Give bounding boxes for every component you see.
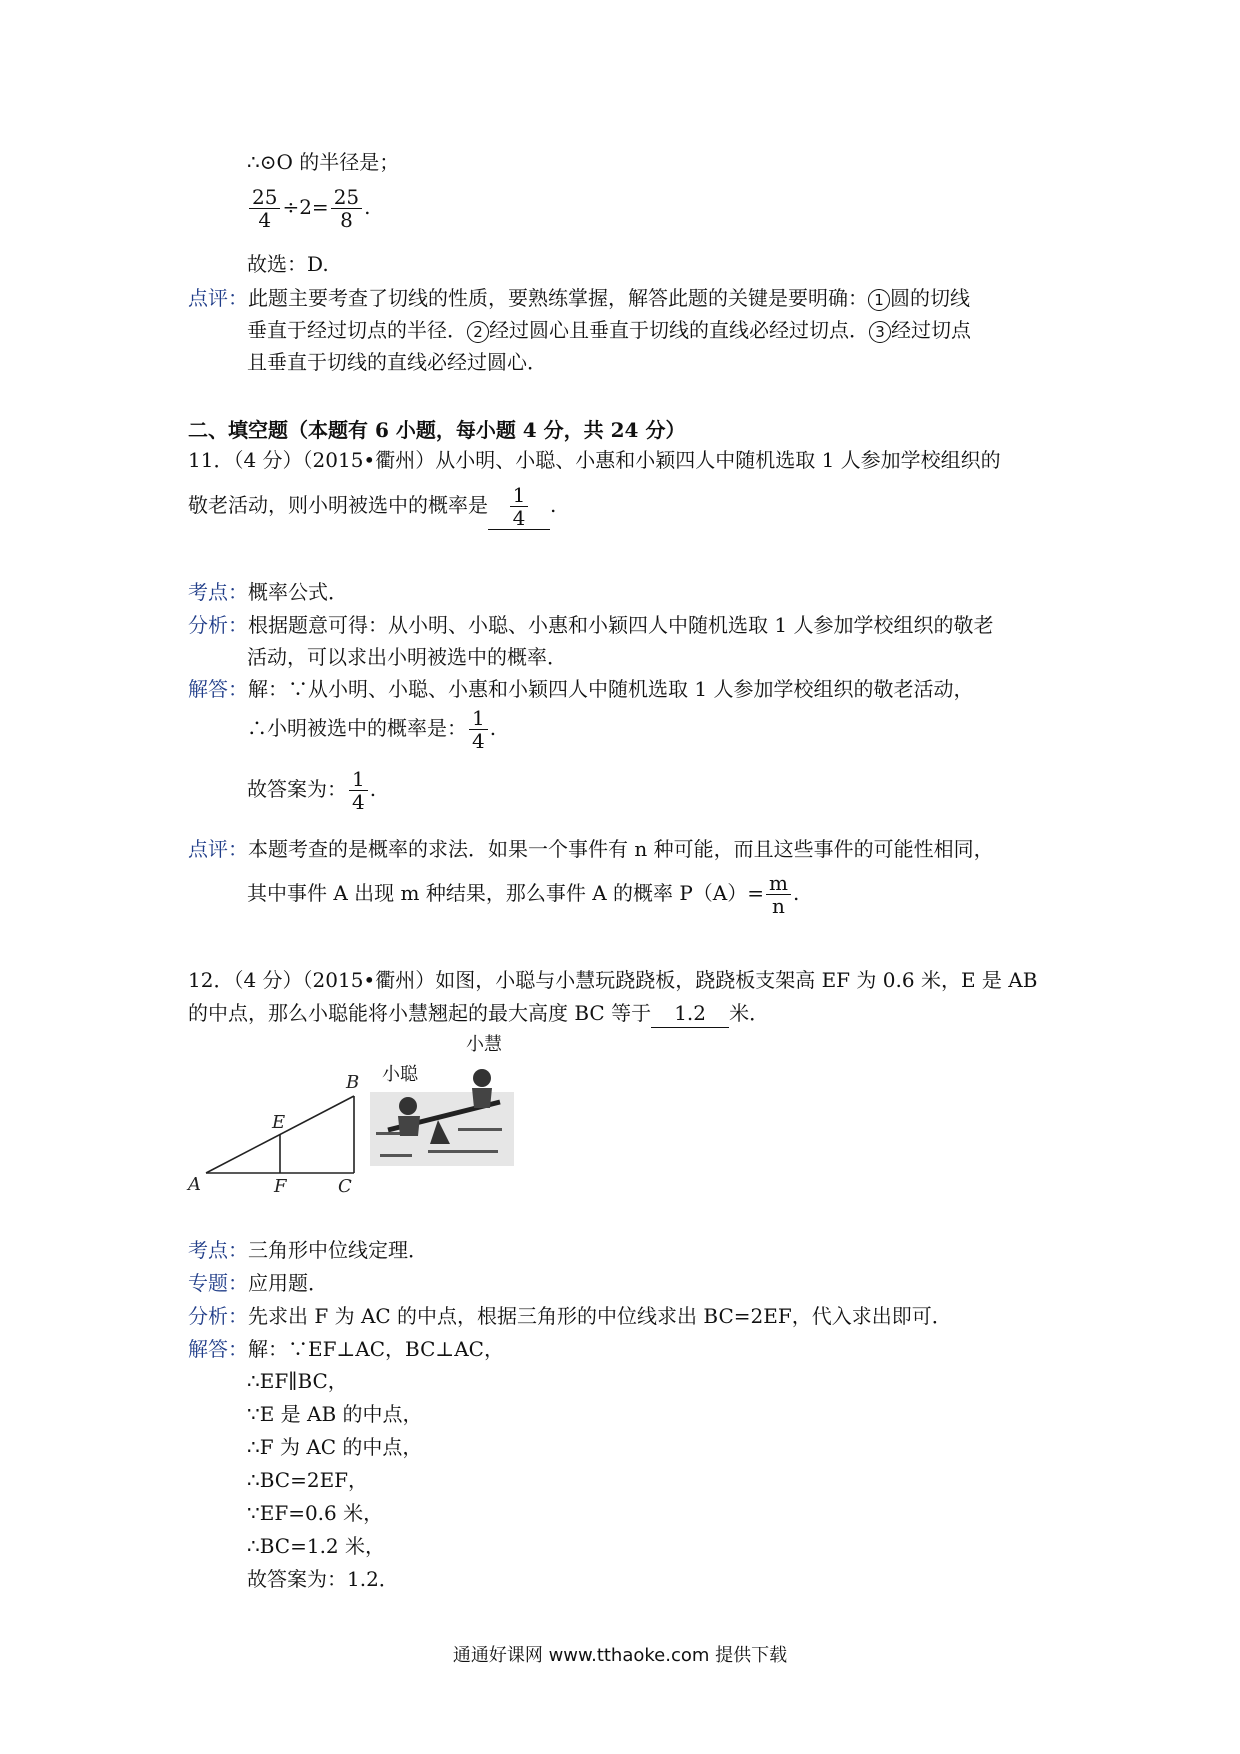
period: .	[792, 881, 800, 905]
fraction-denominator: 4	[352, 790, 365, 814]
dianping-label: 点评：	[188, 837, 248, 861]
fraction-denominator: 4	[258, 208, 272, 232]
fenxi-text: 根据题意可得：从小明、小聪、小惠和小颖四人中随机选取 1 人参加学校组织的敬老	[248, 613, 994, 637]
zhuanti-text: 应用题．	[248, 1271, 328, 1295]
q11-stem-period: .	[550, 493, 557, 517]
comment-text: 经过圆心且垂直于切线的直线必经过切点．	[489, 318, 869, 342]
jieda-step: ∴F 为 AC 的中点，	[247, 1435, 423, 1459]
fraction	[766, 872, 791, 917]
fenxi-label: 分析：	[188, 1304, 248, 1328]
q12-jieda-label-line	[188, 1335, 504, 1363]
fenxi-label: 分析：	[188, 613, 248, 637]
dianping-text: 本题考查的是概率的求法．如果一个事件有 n 种可能，而且这些事件的可能性相同，	[248, 837, 994, 861]
kaodian-text: 三角形中位线定理．	[248, 1238, 428, 1262]
q11-dianping-line-2	[247, 872, 799, 917]
fenxi-text: 先求出 F 为 AC 的中点，根据三角形的中位线求出 BC=2EF，代入求出即可．	[248, 1304, 952, 1328]
q11-stem-text: 敬老活动，则小明被选中的概率是	[188, 493, 488, 517]
radius-line: ∴⊙O 的半径是；	[247, 150, 400, 174]
q12-stem-line-2	[188, 999, 769, 1028]
q12-fenxi	[188, 1302, 952, 1330]
q11-stem-line-2	[188, 484, 556, 530]
label-A: A	[188, 1174, 201, 1194]
kaodian-label: 考点：	[188, 1238, 248, 1262]
boy-body	[398, 1116, 420, 1136]
calc-operator: ÷2=	[282, 195, 329, 219]
section-heading: 二、填空题（本题有 6 小题，每小题 4 分，共 24 分）	[188, 418, 686, 442]
fraction-numerator: 25	[249, 186, 280, 209]
name-xiaocong: 小聪	[382, 1064, 418, 1085]
fraction-numerator: 25	[331, 186, 362, 209]
jieda-text: 故答案为：	[247, 777, 347, 801]
jieda-step: ∴BC=2EF，	[247, 1468, 369, 1492]
comment-text: 此题主要考查了切线的性质，要熟练掌握，解答此题的关键是要明确：	[248, 286, 868, 310]
comment-label: 点评：	[188, 286, 248, 310]
choice-line: 故选：D.	[247, 252, 329, 276]
boy-head	[399, 1097, 417, 1115]
q11-jieda-line-1	[188, 675, 973, 703]
q11-dianping-line-1	[188, 835, 994, 863]
q11-jieda-line-2	[247, 707, 496, 752]
fraction-numerator: 1	[469, 707, 488, 730]
jieda-label: 解答：	[188, 677, 248, 701]
page-footer: 通通好课网 www.tthaoke.com 提供下载	[452, 1645, 788, 1666]
triangle-figure	[186, 1068, 366, 1194]
label-E: E	[272, 1112, 286, 1133]
jieda-step: 故答案为：1.2．	[247, 1567, 399, 1591]
comment-line-3: 且垂直于切线的直线必经过圆心．	[247, 350, 547, 374]
comment-text: 经过切点	[891, 318, 971, 342]
q11-answer-blank	[488, 484, 550, 530]
fraction-numerator: 1	[349, 768, 368, 791]
calc-period: .	[364, 195, 371, 219]
seesaw-picture	[368, 1032, 518, 1172]
comment-text: 垂直于经过切点的半径．	[247, 318, 467, 342]
label-B: B	[346, 1072, 360, 1093]
jieda-step: ∴EF∥BC，	[247, 1369, 348, 1393]
circled-number-1: 1	[868, 289, 890, 311]
q12-stem-unit: 米．	[729, 1001, 770, 1025]
fraction	[249, 186, 280, 231]
radius-calculation	[247, 186, 371, 231]
comment-line-1	[188, 284, 970, 312]
q11-kaodian	[188, 578, 348, 606]
fraction	[331, 186, 362, 231]
q12-answer-blank: 1.2	[651, 999, 729, 1028]
circled-number-3: 3	[869, 321, 891, 343]
kaodian-text: 概率公式．	[248, 580, 348, 604]
jieda-label: 解答：	[188, 1337, 248, 1361]
q11-fenxi-line-1	[188, 611, 993, 639]
label-C: C	[338, 1176, 352, 1194]
q12-stem-line-1: 12．（4 分）（2015•衢州）如图，小聪与小慧玩跷跷板，跷跷板支架高 EF 为 0.6 米，E 是 AB	[188, 968, 1038, 992]
fraction-denominator: 4	[512, 506, 526, 530]
zhuanti-label: 专题：	[188, 1271, 248, 1295]
kaodian-label: 考点：	[188, 580, 248, 604]
jieda-text: 解：∵从小明、小聪、小惠和小颖四人中随机选取 1 人参加学校组织的敬老活动，	[248, 677, 974, 701]
fraction	[510, 484, 529, 529]
name-xiaohui: 小慧	[466, 1034, 502, 1055]
girl-body	[472, 1088, 492, 1108]
q11-fenxi-line-2: 活动，可以求出小明被选中的概率．	[247, 645, 567, 669]
fraction-denominator: n	[772, 894, 785, 918]
dianping-text: 其中事件 A 出现 m 种结果，那么事件 A 的概率 P（A）=	[247, 881, 765, 905]
comment-line-2	[247, 316, 971, 344]
jieda-step: ∵E 是 AB 的中点，	[247, 1402, 423, 1426]
q12-stem-text: 的中点，那么小聪能将小慧翘起的最大高度 BC 等于	[188, 1001, 652, 1025]
fraction-denominator: 8	[340, 208, 353, 232]
comment-text: 圆的切线	[890, 286, 970, 310]
fraction-denominator: 4	[472, 729, 485, 753]
period: .	[489, 716, 497, 740]
q11-jieda-line-3	[247, 768, 376, 813]
q11-stem-line-1: 11．（4 分）（2015•衢州）从小明、小聪、小惠和小颖四人中随机选取 1 人参加学校组织的	[188, 448, 1001, 472]
fraction	[469, 707, 488, 752]
fraction-numerator: m	[766, 872, 791, 895]
fraction	[349, 768, 368, 813]
girl-head	[473, 1069, 491, 1087]
jieda-text: ∴小明被选中的概率是：	[247, 716, 467, 740]
jieda-step: ∵EF=0.6 米，	[247, 1501, 384, 1525]
fraction-numerator: 1	[510, 484, 529, 507]
q12-kaodian	[188, 1236, 428, 1264]
jieda-step: ∴BC=1.2 米，	[247, 1534, 386, 1558]
circled-number-2: 2	[467, 321, 489, 343]
jieda-step: 解：∵EF⊥AC，BC⊥AC，	[248, 1337, 504, 1361]
q12-zhuanti	[188, 1269, 328, 1297]
label-F: F	[274, 1176, 287, 1194]
period: .	[369, 777, 377, 801]
